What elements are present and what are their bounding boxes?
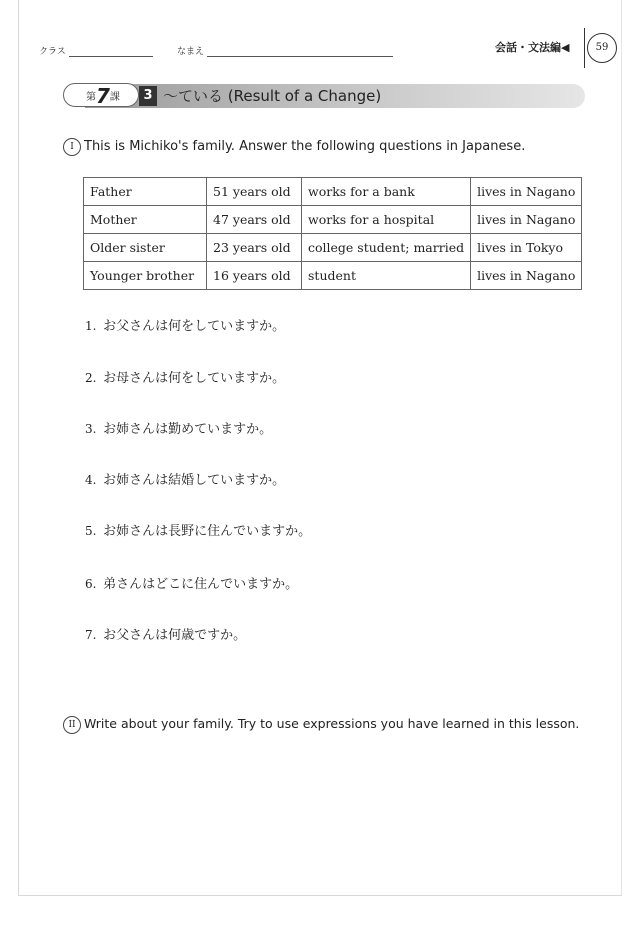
table-cell: lives in Nagano [471,178,582,206]
table-cell: 47 years old [207,206,302,234]
class-field [39,44,153,57]
class-blank[interactable] [69,56,153,57]
table-row [84,178,582,206]
question-2 [85,367,285,386]
question-6 [85,573,298,592]
table-cell: 51 years old [207,178,302,206]
name-label: なまえ [177,47,205,57]
table-row [84,262,582,290]
question-text: お姉さんは勤めていますか。 [103,422,273,437]
page-number: 59 [587,33,617,63]
table-cell: 16 years old [207,262,302,290]
table-row [84,206,582,234]
lesson-banner [63,83,585,109]
question-1 [85,315,285,334]
table-cell: student [302,262,471,290]
chapter-suffix: 課 [109,92,120,103]
chapter-label [63,83,139,107]
table-cell: Younger brother [84,262,207,290]
lesson-title: 〜ている (Result of a Change) [163,87,382,105]
question-number: 7. [85,628,97,642]
question-number: 3. [85,422,97,436]
exercise-1-instruction [63,138,525,156]
name-blank[interactable] [207,56,393,57]
exercise-2-instruction [63,716,579,734]
exercise-1-numeral: I [63,138,81,156]
family-table [83,177,582,290]
table-cell: lives in Nagano [471,262,582,290]
table-cell: works for a hospital [302,206,471,234]
table-cell: works for a bank [302,178,471,206]
question-3 [85,418,272,437]
section-label: 会話・文法編◀ [495,41,570,54]
table-cell: Older sister [84,234,207,262]
question-number: 4. [85,473,97,487]
table-cell: Mother [84,206,207,234]
question-4 [85,469,285,488]
question-number: 2. [85,371,97,385]
question-7 [85,624,246,643]
table-row [84,234,582,262]
exercise-1-text: This is Michiko's family. Answer the following questions in Japanese. [84,139,526,154]
name-field [177,44,393,57]
header-divider [584,28,585,68]
textbook-page [18,0,622,896]
question-text: お姉さんは結婚していますか。 [103,473,286,488]
table-cell: 23 years old [207,234,302,262]
question-number: 6. [85,577,97,591]
question-text: お父さんは何をしていますか。 [103,319,286,334]
chapter-prefix: 第 [86,92,96,103]
question-number: 5. [85,524,97,538]
table-cell: lives in Tokyo [471,234,582,262]
class-label: クラス [39,47,66,57]
exercise-2-text: Write about your family. Try to use expressions you have learned in this lesson. [84,716,580,731]
question-text: お姉さんは長野に住んでいますか。 [103,524,312,539]
table-cell: Father [84,178,207,206]
lesson-number-badge: 3 [139,86,157,106]
question-5 [85,520,311,539]
question-number: 1. [85,319,97,333]
question-text: お母さんは何をしていますか。 [103,371,286,386]
exercise-2-numeral: II [63,716,81,734]
table-cell: lives in Nagano [471,206,582,234]
question-text: お父さんは何歳ですか。 [103,628,247,643]
chapter-number: 7 [96,84,110,108]
question-text: 弟さんはどこに住んでいますか。 [103,577,299,592]
table-cell: college student; married [302,234,471,262]
